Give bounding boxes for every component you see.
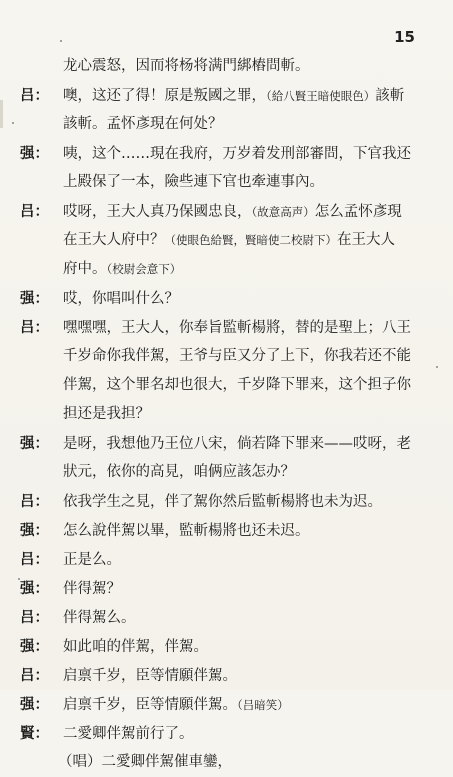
line-text: 依我学生之見，伴了駕你然后監斬楊將也未为迟。	[63, 494, 382, 510]
line-text: 怎么說伴駕以畢，監斬楊將也还未迟。	[63, 523, 310, 539]
dialogue-line	[20, 661, 440, 690]
paper-speck	[18, 578, 20, 580]
continuation-line	[20, 110, 440, 139]
line-text: 上殿保了一本，險些連下官也牽連事內。	[63, 174, 324, 190]
dialogue-line	[20, 690, 440, 719]
line-text-after: 怎么孟怀彥現	[314, 204, 402, 220]
speaker-label: 賢：	[20, 725, 49, 742]
speaker-label: 强：	[20, 145, 49, 162]
page-edge-shadow	[0, 100, 3, 128]
speaker-label: 吕：	[20, 493, 49, 510]
dialogue-line	[20, 632, 440, 661]
speaker-label: 强：	[20, 638, 49, 655]
dialogue-line	[20, 284, 440, 313]
line-text-after: 該斬	[375, 88, 405, 104]
script-lines	[20, 52, 440, 777]
line-text: 伴得駕？	[63, 581, 121, 597]
song-line	[20, 748, 440, 777]
dialogue-line	[20, 81, 440, 110]
continuation-line	[20, 400, 440, 429]
continuation-line	[20, 458, 440, 487]
speaker-label: 强：	[20, 290, 49, 307]
speaker-label: 强：	[20, 522, 49, 539]
continuation-line	[20, 226, 440, 255]
speaker-label: 吕：	[20, 609, 49, 626]
line-text: 該斬。孟怀彥現在何处？	[63, 116, 223, 132]
line-text: 是呀，我想他乃王位八宋，倘若降下罪来——哎呀，老	[63, 436, 411, 452]
stage-direction: （使眼色給賢，賢暗使二校尉下）	[164, 233, 337, 247]
line-text: 咦，这个……現在我府，万岁着发刑部審問，下官我还	[63, 146, 411, 162]
speaker-label: 强：	[20, 580, 49, 597]
line-text: 启禀千岁，臣等情願伴駕。	[63, 668, 237, 684]
continuation-line	[20, 52, 440, 81]
dialogue-line	[20, 313, 440, 342]
continuation-line	[20, 342, 440, 371]
speaker-label: 吕：	[20, 319, 49, 336]
line-text: 嘿嘿嘿，王大人，你奉旨監斬楊將，替的是聖上；八王	[63, 320, 411, 336]
speaker-label: 吕：	[20, 551, 49, 568]
line-text: 千岁命你我伴駕，王爷与臣又分了上下，你我若还不能	[63, 348, 411, 364]
script-body	[20, 52, 440, 777]
paper-speck	[60, 40, 62, 42]
line-text: 哎，你唱叫什么？	[63, 291, 179, 307]
stage-direction: （吕暗笑）	[237, 698, 289, 712]
dialogue-line	[20, 429, 440, 458]
line-text: 哎呀，王大人真乃保國忠良，	[63, 204, 252, 220]
speaker-label: 吕：	[20, 203, 49, 220]
dialogue-line	[20, 516, 440, 545]
line-text: 伴駕，这个罪名却也很大，千岁降下罪来，这个担子你	[63, 377, 411, 393]
stage-direction: （校尉会意下）	[106, 262, 182, 276]
continuation-line	[20, 255, 440, 284]
line-text: 如此咱的伴駕，伴駕。	[63, 639, 208, 655]
dialogue-line	[20, 545, 440, 574]
continuation-line	[20, 168, 440, 197]
line-text: 二愛卿伴駕前行了。	[63, 726, 194, 742]
paper-speck	[436, 366, 438, 368]
dialogue-line	[20, 139, 440, 168]
line-text: （唱）二愛卿伴駕催車鑾，	[58, 754, 232, 770]
speaker-label: 强：	[20, 696, 49, 713]
speaker-label: 吕：	[20, 87, 49, 104]
stage-direction: （給八賢王暗使眼色）	[266, 89, 376, 103]
line-text: 府中。	[63, 261, 107, 277]
dialogue-line	[20, 487, 440, 516]
line-text: 狀元，依你的高見，咱俩应該怎办？	[63, 464, 295, 480]
dialogue-line	[20, 603, 440, 632]
paper-speck	[12, 122, 14, 124]
stage-direction: （故意高声）	[251, 205, 315, 219]
line-text: 正是么。	[63, 552, 121, 568]
line-text: 龙心震怒，因而将杨将满門綁樁問斬。	[63, 58, 310, 74]
dialogue-line	[20, 574, 440, 603]
line-text: 噢，这还了得！原是叛國之罪，	[63, 88, 266, 104]
line-text: 启禀千岁，臣等情願伴駕。	[63, 697, 237, 713]
dialogue-line	[20, 197, 440, 226]
speaker-label: 吕：	[20, 667, 49, 684]
dialogue-line	[20, 719, 440, 748]
line-text: 在王大人府中？	[63, 232, 165, 248]
speaker-label: 强：	[20, 435, 49, 452]
continuation-line	[20, 371, 440, 400]
line-text: 伴得駕么。	[63, 610, 136, 626]
line-text-after: 在王大人	[337, 232, 395, 248]
line-text: 担还是我担？	[63, 406, 150, 422]
page-number: 15	[394, 28, 415, 46]
